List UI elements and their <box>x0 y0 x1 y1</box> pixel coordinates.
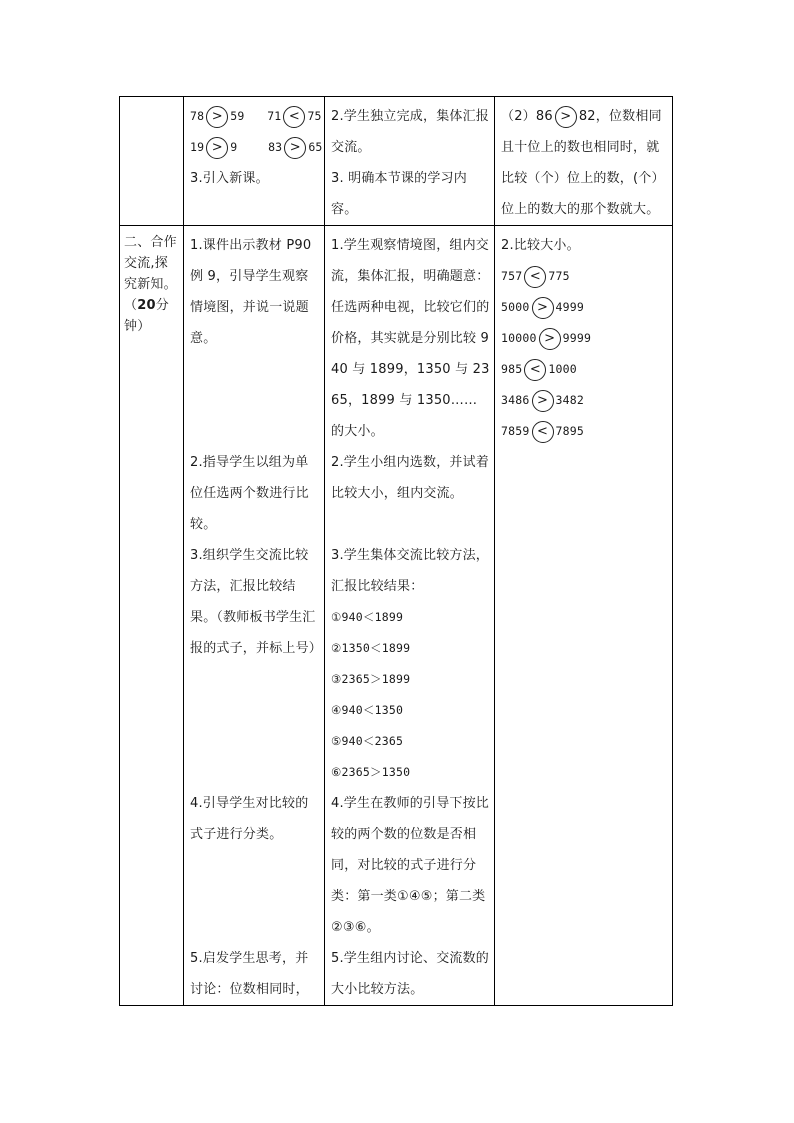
lesson-plan-table <box>119 96 673 1006</box>
comparison-line <box>190 132 323 163</box>
practice-item: 7859 < 7895 <box>501 416 668 447</box>
stage-title: 二、合作交流,探究新知。（ <box>124 235 177 313</box>
stage-minutes: 20 <box>137 298 156 313</box>
comparison-item: 78 > 59 <box>190 101 245 132</box>
circle-operator: < <box>283 106 305 128</box>
cell-practice <box>495 226 673 1006</box>
practice-item: 10000 > 9999 <box>501 323 668 354</box>
student-activity-1: 1.学生观察情境图，组内交流，集体汇报，明确题意：任选两种电视，比较它们的价格，其实就是分别比较 940 与 1899，1350 与 2365，1899 与 1350……的大小。 <box>331 238 490 439</box>
rule-line-1: （2）86 > 82 ，位数相同 <box>501 101 668 132</box>
student-activity-2: 2.学生小组内选数，并试着比较大小，组内交流。 <box>331 455 490 501</box>
circle-operator: > <box>284 137 306 159</box>
rule-text: 且十位上的数也相同时，就比较（个）位上的数，(个）位上的数大的那个数就大。 <box>501 140 665 217</box>
stage-unit: 分钟） <box>124 298 169 334</box>
cell-stage-title <box>120 226 184 1006</box>
cell-stage-empty <box>120 97 184 226</box>
circle-operator: < <box>532 421 554 443</box>
teacher-step-3: 3.引入新课。 <box>190 171 269 186</box>
cell-student-intro <box>325 97 495 226</box>
table-row-explore <box>120 226 673 1006</box>
teacher-activity-2: 2.指导学生以组为单位任选两个数进行比较。 <box>190 455 309 532</box>
teacher-activity-4: 4.引导学生对比较的式子进行分类。 <box>190 796 309 842</box>
practice-item: 985 < 1000 <box>501 354 668 385</box>
teacher-activity-3: 3.组织学生交流比较方法，汇报比较结果。（教师板书学生汇报的式子，并标上号） <box>190 548 323 656</box>
circle-operator: > <box>532 390 554 412</box>
circle-operator: < <box>524 359 546 381</box>
circle-operator: > <box>206 106 228 128</box>
teacher-activity-1: 1.课件出示教材 P90 例 9，引导学生观察情境图，并说一说题意。 <box>190 238 312 346</box>
practice-item: 5000 > 4999 <box>501 292 668 323</box>
cell-student-activities <box>325 226 495 1006</box>
circle-operator: > <box>555 106 577 128</box>
teacher-activity-5: 5.启发学生思考，并讨论：位数相同时， <box>190 951 309 997</box>
practice-heading: 2.比较大小。 <box>501 238 580 253</box>
student-step-2: 2.学生独立完成，集体汇报交流。 <box>331 109 490 155</box>
result-item: ⑥2365＞1350 <box>331 765 411 779</box>
result-item: ③2365＞1899 <box>331 672 411 686</box>
circle-operator: > <box>539 328 561 350</box>
result-item: ②1350＜1899 <box>331 641 411 655</box>
cell-teacher-activities <box>184 226 325 1006</box>
student-activity-4: 4.学生在教师的引导下按比较的两个数的位数是否相同，对比较的式子进行分类：第一类①④⑤；第二类②③⑥。 <box>331 796 490 935</box>
comparison-line <box>190 101 320 132</box>
result-item: ⑤940＜2365 <box>331 734 404 748</box>
comparison-item: 19 > 9 <box>190 132 237 163</box>
circle-operator: > <box>532 297 554 319</box>
result-item: ④940＜1350 <box>331 703 404 717</box>
cell-design-intro <box>495 97 673 226</box>
student-step-3: 3. 明确本节课的学习内容。 <box>331 171 467 217</box>
circle-operator: < <box>524 266 546 288</box>
practice-item: 3486 > 3482 <box>501 385 668 416</box>
practice-item: 757 < 775 <box>501 261 668 292</box>
student-activity-3: 3.学生集体交流比较方法，汇报比较结果： <box>331 548 490 594</box>
result-item: ①940＜1899 <box>331 610 404 624</box>
circle-operator: > <box>206 137 228 159</box>
comparison-item: 71 < 75 <box>267 101 322 132</box>
comparison-item: 83 > 65 <box>268 132 323 163</box>
table-row-intro <box>120 97 673 226</box>
cell-teacher-intro <box>184 97 325 226</box>
student-activity-5: 5.学生组内讨论、交流数的大小比较方法。 <box>331 951 490 997</box>
